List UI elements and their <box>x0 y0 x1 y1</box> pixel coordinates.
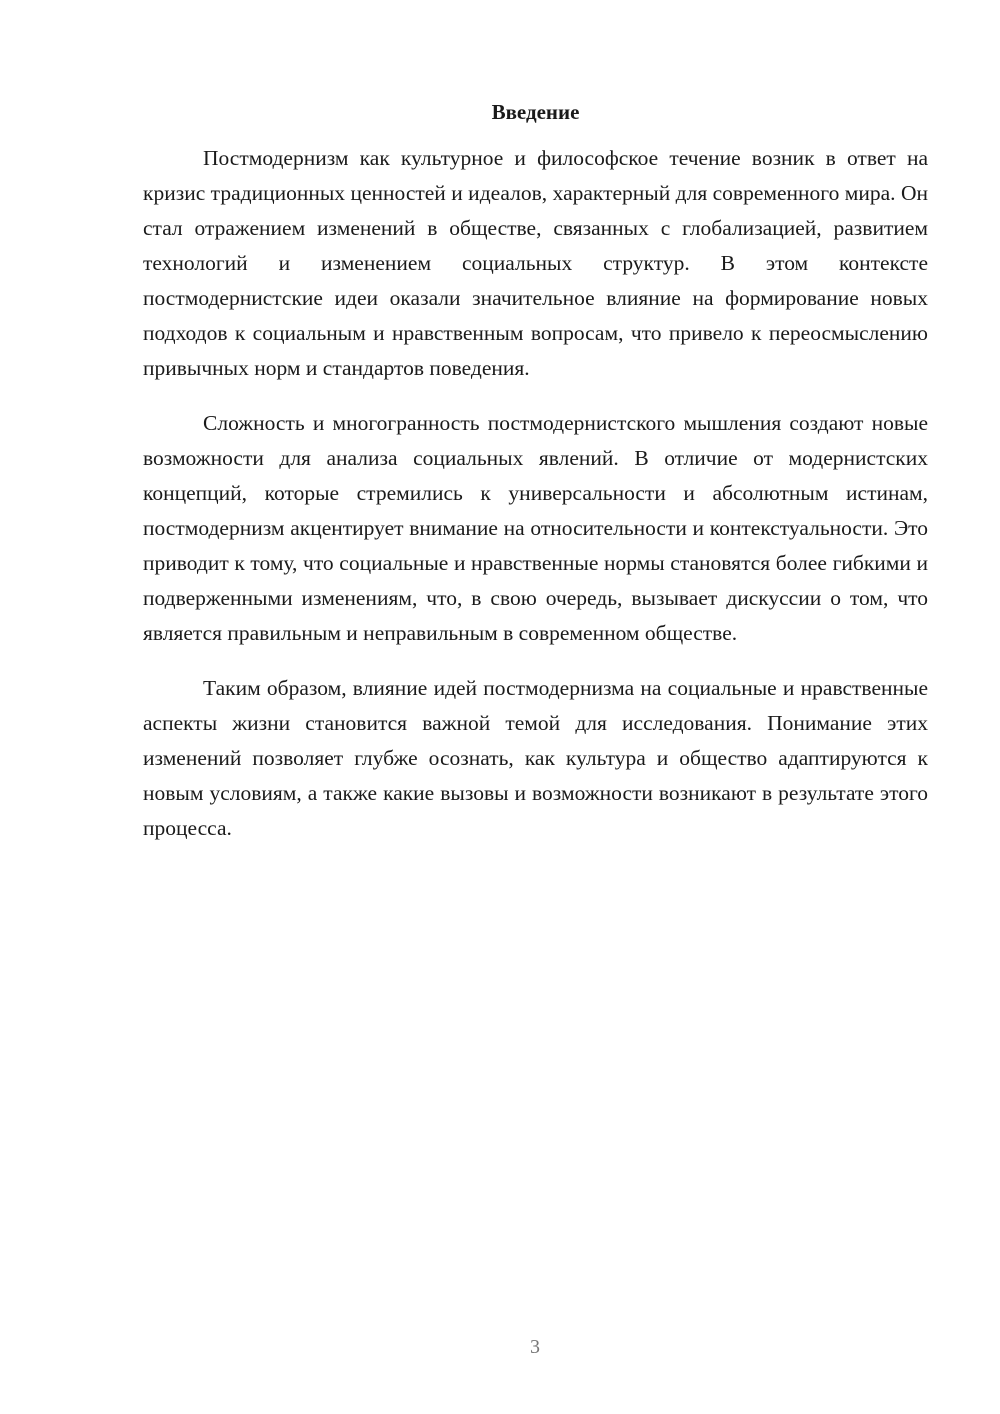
body-text <box>143 141 928 866</box>
section-heading: Введение <box>491 100 580 124</box>
paragraph-2: Сложность и многогранность постмодернистского мышления создают новые возможности для анализа социальных явлений. В отличие от модернистских концепций, которые стремились к универсальности и абсолютным истинам, постмодернизм акцентирует внимание на относительности и контекстуальности. Это приводит к тому, что социальные и нравственные нормы становятся более гибкими и подверженными изменениям, что, в свою очередь, вызывает дискуссии о том, что является правильным и неправильным в современном обществе. <box>143 411 928 645</box>
paragraph-1: Постмодернизм как культурное и философское течение возник в ответ на кризис традиционных ценностей и идеалов, характерный для современного мира. Он стал отражением изменений в обществе, связанных с глобализацией, развитием технологий и изменением социальных структур. В этом контексте постмодернистские идеи оказали значительное влияние на формирование новых подходов к социальным и нравственным вопросам, что привело к переосмыслению привычных норм и стандартов поведения. <box>143 146 928 380</box>
page-number: 3 <box>530 1336 540 1358</box>
paragraph-3: Таким образом, влияние идей постмодернизма на социальные и нравственные аспекты жизни становится важной темой для исследования. Понимание этих изменений позволяет глубже осознать, как культура и общество адаптируются к новым условиям, а также какие вызовы и возможности возникают в результате этого процесса. <box>143 676 928 840</box>
